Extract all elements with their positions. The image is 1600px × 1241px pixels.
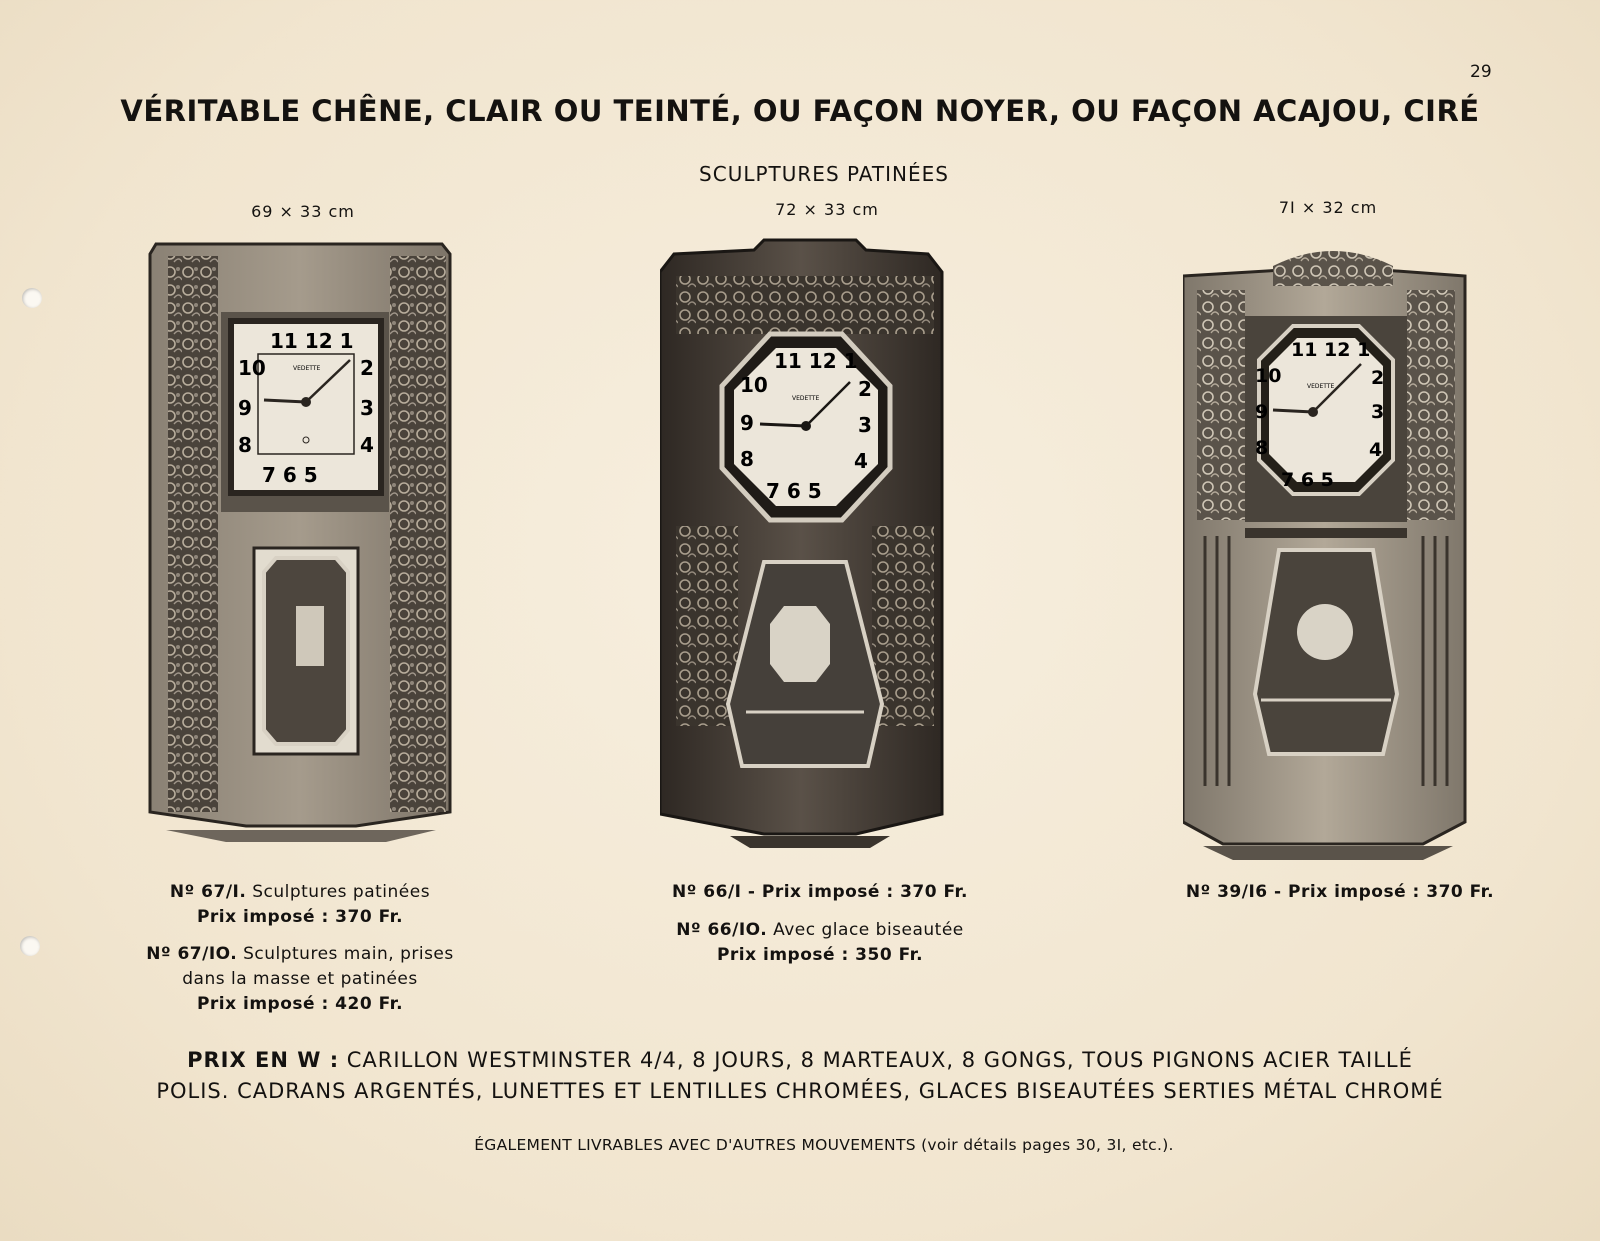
page-title: VÉRITABLE CHÊNE, CLAIR OU TEINTÉ, OU FAÇON NOYER, OU FAÇON ACAJOU, CIRÉ <box>120 94 1480 128</box>
model-number: Nº 67/IO. <box>146 944 238 964</box>
page-number: 29 <box>1470 62 1492 82</box>
clock-2-numeral: 9 <box>740 411 754 435</box>
clock-1-numeral: 2 <box>360 356 374 380</box>
movement-note-lead: PRIX EN W : <box>187 1048 340 1072</box>
caption-text: Avec glace biseautée <box>767 920 964 940</box>
clock-2-caption-ref-661: Nº 66/I - Prix imposé : 370 Fr. <box>672 882 968 902</box>
clock-3-numeral: 8 <box>1255 437 1269 459</box>
clock-1-numeral: 3 <box>360 396 374 420</box>
model-number: Nº 67/I. <box>169 882 247 902</box>
clock-2-numeral: 7 6 5 <box>766 479 822 503</box>
clock-2-numeral: 4 <box>854 449 868 473</box>
clock-1-numeral: 9 <box>238 396 252 420</box>
clock-3-numeral: 4 <box>1369 439 1383 461</box>
clock-1-numeral: 4 <box>360 433 374 457</box>
caption-text: Sculptures main, prises <box>237 944 454 964</box>
footer-note: ÉGALEMENT LIVRABLES AVEC D'AUTRES MOUVEMENTS (voir détails pages 30, 3I, etc.). <box>474 1136 1174 1154</box>
clock-3-dimensions: 7I × 32 cm <box>1278 198 1378 217</box>
movement-note <box>60 1045 1540 1107</box>
clock-1-caption-line: dans la masse et patinées <box>182 969 418 989</box>
clock-2-numeral: 11 12 1 <box>774 349 858 373</box>
clock-3-illustration <box>1183 246 1481 866</box>
clock-1-dimensions: 69 × 33 cm <box>251 202 355 221</box>
clock-1-caption-ref-6710 <box>120 942 480 967</box>
clock-2-caption-ref-6610 <box>640 918 1000 943</box>
clock-2-price-6610: Prix imposé : 350 Fr. <box>716 945 924 965</box>
clock-1-caption-ref-671 <box>130 880 470 905</box>
clock-2-dial-brand: VEDETTE <box>792 395 820 402</box>
clock-2-numeral: 8 <box>740 447 754 471</box>
clock-3-numeral: 9 <box>1255 401 1269 423</box>
clock-1-dial-brand: VEDETTE <box>293 365 321 372</box>
clock-1-illustration <box>146 230 458 862</box>
clock-2-numeral: 3 <box>858 413 872 437</box>
clock-3-numeral: 2 <box>1371 367 1385 389</box>
page-subtitle: SCULPTURES PATINÉES <box>699 162 949 186</box>
clock-1-price-6710: Prix imposé : 420 Fr. <box>196 994 404 1014</box>
clock-1-numeral: 7 6 5 <box>262 463 318 487</box>
movement-note-line-1: PRIX EN W : CARILLON WESTMINSTER 4/4, 8 JOURS, 8 MARTEAUX, 8 GONGS, TOUS PIGNONS ACIER TAILLÉ <box>187 1048 1413 1072</box>
punch-hole-bottom <box>20 936 40 956</box>
clock-3-numeral: 3 <box>1371 401 1385 423</box>
punch-hole-top <box>22 288 42 308</box>
clock-2-numeral: 2 <box>858 377 872 401</box>
model-number: Nº 66/IO. <box>676 920 768 940</box>
clock-2-numeral: 10 <box>740 373 768 397</box>
clock-3-numeral: 7 6 5 <box>1281 469 1334 491</box>
movement-note-line-2: POLIS. CADRANS ARGENTÉS, LUNETTES ET LENTILLES CHROMÉES, GLACES BISEAUTÉES SERTIES MÉTAL CHROMÉ <box>156 1079 1444 1103</box>
clock-3-caption-ref-3916: Nº 39/I6 - Prix imposé : 370 Fr. <box>1185 882 1495 902</box>
caption-text: Sculptures patinées <box>246 882 431 902</box>
clock-3-numeral: 10 <box>1255 365 1282 387</box>
clock-2-dimensions: 72 × 33 cm <box>775 200 879 219</box>
clock-1-price-671: Prix imposé : 370 Fr. <box>196 907 404 927</box>
clock-1-numeral: 11 12 1 <box>270 329 354 353</box>
clock-3-numeral: 11 12 1 <box>1291 339 1371 361</box>
clock-1-numeral: 10 <box>238 356 266 380</box>
clock-3-dial-brand: VEDETTE <box>1307 383 1335 390</box>
clock-2-illustration <box>660 236 960 854</box>
clock-1-numeral: 8 <box>238 433 252 457</box>
